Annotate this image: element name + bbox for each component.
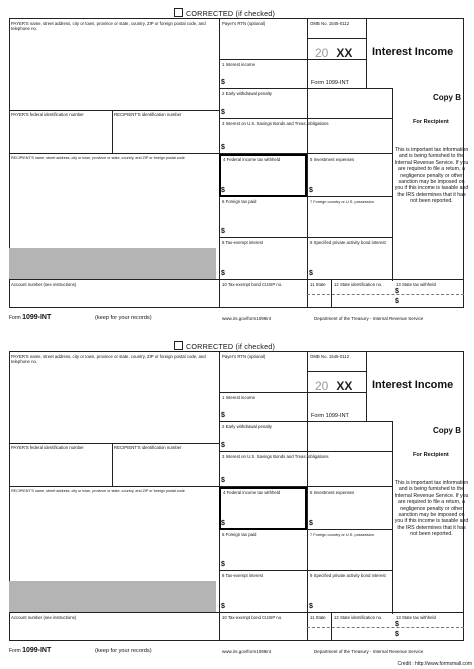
box8-label: 8 Tax-exempt interest — [222, 573, 263, 578]
payer-info-label: PAYER'S name, street address, city or town, province or state, country, ZIP or foreign postal code, and telephone no. — [11, 21, 206, 31]
box3-label: 3 Interest on U.S. Savings Bonds and Treas. obligations — [222, 454, 329, 459]
recipient-address-label: RECIPIENT'S name, street address, city or town, province or state, country, and ZIP or foreign postal code — [11, 489, 185, 493]
copy-label: Copy B — [433, 426, 461, 435]
box2-dollar: $ — [221, 109, 225, 116]
box8-dollar: $ — [221, 270, 225, 277]
account-label: Account number (see instructions) — [11, 282, 77, 287]
box9-label: 9 Specified private activity bond interest — [310, 573, 386, 578]
box9-dollar: $ — [309, 270, 313, 277]
box5-dollar: $ — [309, 187, 313, 194]
box8-dollar: $ — [221, 603, 225, 610]
box10-label: 10 Tax-exempt bond CUSIP no. — [222, 615, 283, 620]
box1-dollar: $ — [221, 412, 225, 419]
tax-year: 20 XX — [315, 379, 353, 393]
form-label: Form 1099-INT — [311, 413, 349, 419]
box8-label: 8 Tax-exempt interest — [222, 240, 263, 245]
form-label: Form 1099-INT — [311, 80, 349, 86]
footer-dept: Department of the Treasury - Internal Revenue Service — [314, 649, 424, 654]
for-recipient-label: For Recipient — [413, 452, 449, 458]
box13-dollar-1: $ — [395, 621, 399, 628]
omb-number: OMB No. 1545-0112 — [310, 21, 350, 26]
box12-label: 12 State identification no. — [334, 282, 383, 287]
payer-rtn-label: Payer's RTN (optional) — [222, 21, 266, 26]
corrected-checkbox-row[interactable] — [174, 8, 275, 18]
box6-dollar: $ — [221, 228, 225, 235]
box7-label: 7 Foreign country or U.S. possession — [310, 532, 375, 537]
box1-dollar: $ — [221, 79, 225, 86]
shaded-area — [9, 581, 216, 612]
box11-label: 11 State — [310, 282, 326, 287]
box6-label: 6 Foreign tax paid — [222, 199, 257, 204]
box6-dollar: $ — [221, 561, 225, 568]
payer-rtn-label: Payer's RTN (optional) — [222, 354, 266, 359]
box13-label: 13 State tax withheld — [396, 282, 436, 287]
box4-label: 4 Federal income tax withheld — [223, 490, 281, 495]
footer-form-id: Form 1099-INT — [9, 314, 52, 321]
box13-label: 13 State tax withheld — [396, 615, 436, 620]
box3-dollar: $ — [221, 144, 225, 151]
shaded-area — [9, 248, 216, 279]
footer-keep: (keep for your records) — [95, 315, 152, 321]
corrected-label: CORRECTED (if checked) — [186, 9, 276, 18]
corrected-checkbox[interactable] — [174, 341, 183, 350]
recipient-tin-label: RECIPIENT'S identification number — [114, 445, 182, 450]
form-title: Interest Income — [372, 46, 454, 58]
footer-keep: (keep for your records) — [95, 648, 152, 654]
corrected-label: CORRECTED (if checked) — [186, 342, 276, 351]
irs-notice: This is important tax information and is being furnished to the Internal Revenue Service. If you are required to file a return, a negligence penalty or other sanction may be imposed on you if this income is taxable and the IRS determines that it has not been reported. — [394, 480, 469, 538]
account-label: Account number (see instructions) — [11, 615, 77, 620]
form-1099-int-copy — [0, 341, 474, 659]
box13-dollar-2: $ — [395, 631, 399, 638]
for-recipient-label: For Recipient — [413, 119, 449, 125]
box10-label: 10 Tax-exempt bond CUSIP no. — [222, 282, 283, 287]
payer-info-label: PAYER'S name, street address, city or town, province or state, country, ZIP or foreign postal code, and telephone no. — [11, 354, 206, 364]
box4-dollar: $ — [221, 187, 225, 194]
footer-url: www.irs.gov/form1099int — [222, 649, 272, 654]
corrected-checkbox-row[interactable] — [174, 341, 275, 351]
box1-label: 1 Interest income — [222, 62, 255, 67]
payer-tin-label: PAYER'S federal identification number — [11, 445, 84, 450]
box9-dollar: $ — [309, 603, 313, 610]
footer-form-id: Form 1099-INT — [9, 647, 52, 654]
box12-label: 12 State identification no. — [334, 615, 383, 620]
box4-label: 4 Federal income tax withheld — [223, 157, 281, 162]
box11-label: 11 State — [310, 615, 326, 620]
box7-label: 7 Foreign country or U.S. possession — [310, 199, 375, 204]
footer-url: www.irs.gov/form1099int — [222, 316, 272, 321]
irs-notice: This is important tax information and is being furnished to the Internal Revenue Service. If you are required to file a return, a negligence penalty or other sanction may be imposed on you if this income is taxable and the IRS determines that it has not been reported. — [394, 147, 469, 205]
box5-label: 5 Investment expenses — [310, 157, 355, 162]
payer-tin-label: PAYER'S federal identification number — [11, 112, 84, 117]
form-title: Interest Income — [372, 379, 454, 391]
omb-number: OMB No. 1545-0112 — [310, 354, 350, 359]
box9-label: 9 Specified private activity bond interest — [310, 240, 386, 245]
box3-dollar: $ — [221, 477, 225, 484]
corrected-checkbox[interactable] — [174, 8, 183, 17]
footer-dept: Department of the Treasury - Internal Revenue Service — [314, 316, 424, 321]
box4-dollar: $ — [221, 520, 225, 527]
box5-dollar: $ — [309, 520, 313, 527]
box1-label: 1 Interest income — [222, 395, 255, 400]
box3-label: 3 Interest on U.S. Savings Bonds and Treas. obligations — [222, 121, 329, 126]
box6-label: 6 Foreign tax paid — [222, 532, 257, 537]
tax-year: 20 XX — [315, 46, 353, 60]
box13-dollar-2: $ — [395, 298, 399, 305]
box13-dollar-1: $ — [395, 288, 399, 295]
box5-label: 5 Investment expenses — [310, 490, 355, 495]
credit-text: Credit : http://www.formsmall.com — [397, 661, 472, 667]
copy-label: Copy B — [433, 93, 461, 102]
recipient-address-label: RECIPIENT'S name, street address, city or town, province or state, country, and ZIP or foreign postal code — [11, 156, 185, 160]
form-1099-int-copy — [0, 8, 474, 326]
recipient-tin-label: RECIPIENT'S identification number — [114, 112, 182, 117]
box2-label: 2 Early withdrawal penalty — [222, 424, 272, 429]
box2-dollar: $ — [221, 442, 225, 449]
box2-label: 2 Early withdrawal penalty — [222, 91, 272, 96]
